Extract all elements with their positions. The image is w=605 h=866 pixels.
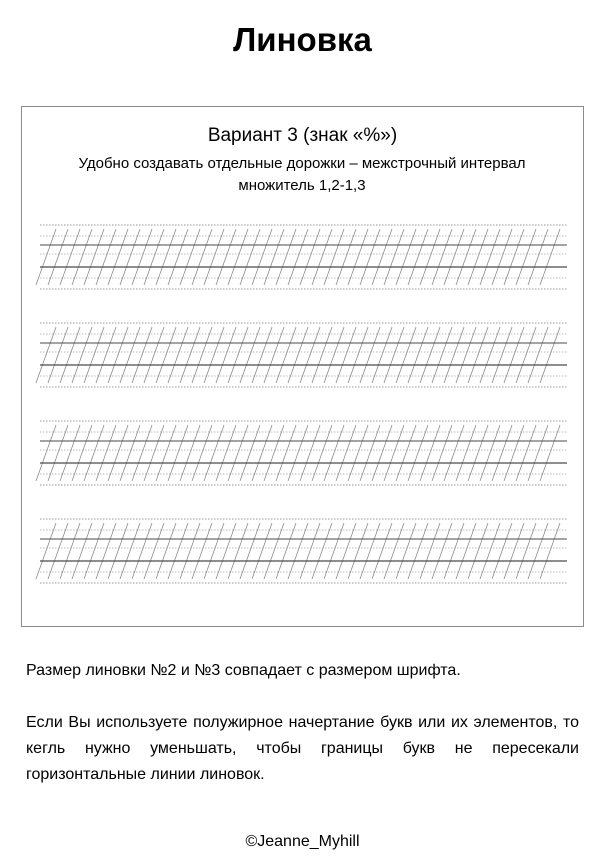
slant-line — [348, 327, 368, 383]
slant-line — [60, 229, 80, 285]
slant-line — [204, 425, 224, 481]
slant-line — [540, 327, 560, 383]
slant-line — [108, 229, 128, 285]
bold-note: Если Вы используете полужирное начертание букв или их элементов, то кегль нужно уменьшать, чтобы границы букв не пересекали горизонтальные линии линовок. — [26, 714, 579, 783]
ruling-track — [36, 519, 567, 583]
slant-line — [300, 425, 320, 481]
slant-line — [420, 523, 440, 579]
slant-line — [324, 229, 344, 285]
slant-line — [324, 327, 344, 383]
slant-line — [84, 425, 104, 481]
slant-line — [408, 327, 428, 383]
slant-line — [360, 229, 380, 285]
slant-line — [108, 425, 128, 481]
slant-line — [264, 425, 284, 481]
slant-line — [276, 229, 296, 285]
slant-line — [84, 229, 104, 285]
slant-line — [36, 523, 56, 579]
slant-line — [516, 327, 536, 383]
slant-line — [216, 327, 236, 383]
slant-line — [96, 425, 116, 481]
slant-line — [264, 327, 284, 383]
ruling-lines — [22, 107, 583, 626]
slant-line — [192, 229, 212, 285]
slant-line — [300, 229, 320, 285]
slant-line — [408, 229, 428, 285]
slant-line — [372, 229, 392, 285]
variant-title: Вариант 3 (знак «%») — [207, 125, 398, 146]
slant-line — [252, 523, 272, 579]
slant-line — [144, 327, 164, 383]
slant-line — [48, 229, 68, 285]
slant-line — [456, 425, 476, 481]
slant-line — [516, 425, 536, 481]
slant-line — [168, 523, 188, 579]
slant-line — [348, 229, 368, 285]
slant-line — [348, 425, 368, 481]
slant-line — [36, 229, 56, 285]
slant-line — [384, 229, 404, 285]
slant-line — [444, 229, 464, 285]
slant-line — [384, 327, 404, 383]
slant-line — [516, 229, 536, 285]
slant-line — [372, 523, 392, 579]
slant-line — [228, 327, 248, 383]
slant-line — [132, 229, 152, 285]
slant-line — [120, 327, 140, 383]
slant-line — [420, 229, 440, 285]
slant-line — [228, 523, 248, 579]
slant-line — [312, 327, 332, 383]
slant-line — [360, 425, 380, 481]
slant-line — [420, 425, 440, 481]
slant-line — [72, 523, 92, 579]
slant-line — [156, 229, 176, 285]
slant-line — [516, 523, 536, 579]
slant-line — [168, 229, 188, 285]
slant-line — [240, 327, 260, 383]
slant-line — [504, 523, 524, 579]
slant-line — [120, 229, 140, 285]
slant-line — [372, 327, 392, 383]
slant-line — [336, 425, 356, 481]
slant-line — [396, 523, 416, 579]
variant-description: Удобно создавать отдельные дорожки – межстрочный интервал множитель 1,2-1,3 — [78, 155, 526, 194]
slant-line — [396, 327, 416, 383]
slant-line — [204, 327, 224, 383]
slant-line — [468, 229, 488, 285]
slant-line — [444, 523, 464, 579]
slant-line — [456, 327, 476, 383]
slant-line — [144, 523, 164, 579]
slant-line — [300, 327, 320, 383]
slant-line — [348, 523, 368, 579]
slant-line — [492, 523, 512, 579]
slant-line — [180, 523, 200, 579]
slant-line — [144, 229, 164, 285]
slant-line — [36, 327, 56, 383]
ruling-track — [36, 225, 567, 289]
slant-line — [432, 327, 452, 383]
slant-line — [396, 425, 416, 481]
slant-line — [48, 523, 68, 579]
slant-line — [420, 327, 440, 383]
slant-line — [60, 327, 80, 383]
slant-line — [216, 425, 236, 481]
slant-line — [336, 523, 356, 579]
slant-line — [192, 523, 212, 579]
slant-line — [288, 327, 308, 383]
slant-line — [456, 523, 476, 579]
slant-line — [228, 229, 248, 285]
slant-line — [288, 229, 308, 285]
slant-line — [288, 425, 308, 481]
slant-line — [540, 229, 560, 285]
slant-line — [432, 523, 452, 579]
slant-line — [240, 523, 260, 579]
slant-line — [384, 425, 404, 481]
slant-line — [84, 523, 104, 579]
slant-line — [132, 327, 152, 383]
slant-line — [504, 425, 524, 481]
slant-line — [48, 425, 68, 481]
slant-line — [120, 523, 140, 579]
page-title: Линовка — [233, 21, 372, 58]
slant-line — [252, 327, 272, 383]
ruling-track — [36, 323, 567, 387]
slant-line — [252, 425, 272, 481]
slant-line — [432, 425, 452, 481]
slant-line — [72, 229, 92, 285]
slant-line — [120, 425, 140, 481]
slant-line — [492, 425, 512, 481]
slant-line — [312, 523, 332, 579]
slant-line — [96, 229, 116, 285]
slant-line — [492, 229, 512, 285]
slant-line — [468, 425, 488, 481]
slant-line — [540, 523, 560, 579]
slant-line — [264, 229, 284, 285]
slant-line — [132, 425, 152, 481]
slant-line — [60, 425, 80, 481]
slant-line — [288, 523, 308, 579]
slant-line — [228, 425, 248, 481]
slant-line — [48, 327, 68, 383]
ruling-panel — [21, 106, 584, 627]
slant-line — [156, 327, 176, 383]
slant-line — [96, 523, 116, 579]
slant-line — [492, 327, 512, 383]
slant-line — [192, 425, 212, 481]
slant-line — [312, 425, 332, 481]
slant-line — [480, 229, 500, 285]
slant-line — [168, 425, 188, 481]
slant-line — [444, 327, 464, 383]
slant-line — [180, 327, 200, 383]
slant-line — [60, 523, 80, 579]
slant-line — [180, 229, 200, 285]
slant-line — [36, 425, 56, 481]
slant-line — [468, 327, 488, 383]
slant-line — [432, 229, 452, 285]
slant-line — [468, 523, 488, 579]
slant-line — [276, 327, 296, 383]
slant-line — [408, 523, 428, 579]
slant-line — [156, 523, 176, 579]
slant-line — [504, 327, 524, 383]
slant-line — [456, 229, 476, 285]
slant-line — [540, 425, 560, 481]
size-note: Размер линовки №2 и №3 совпадает с размером шрифта. — [26, 662, 461, 679]
slant-line — [132, 523, 152, 579]
slant-line — [204, 523, 224, 579]
slant-line — [216, 229, 236, 285]
ruling-track — [36, 421, 567, 485]
slant-line — [204, 229, 224, 285]
copyright: ©Jeanne_Myhill — [245, 833, 360, 850]
slant-line — [276, 523, 296, 579]
slant-line — [216, 523, 236, 579]
slant-line — [192, 327, 212, 383]
slant-line — [240, 425, 260, 481]
slant-line — [300, 523, 320, 579]
slant-line — [264, 523, 284, 579]
slant-line — [360, 327, 380, 383]
slant-line — [72, 425, 92, 481]
slant-line — [384, 523, 404, 579]
slant-line — [408, 425, 428, 481]
slant-line — [168, 327, 188, 383]
slant-line — [528, 425, 548, 481]
slant-line — [480, 425, 500, 481]
slant-line — [240, 229, 260, 285]
slant-line — [360, 523, 380, 579]
slant-line — [372, 425, 392, 481]
slant-line — [528, 229, 548, 285]
slant-line — [84, 327, 104, 383]
slant-line — [144, 425, 164, 481]
slant-line — [324, 523, 344, 579]
slant-line — [336, 229, 356, 285]
slant-line — [504, 229, 524, 285]
slant-line — [480, 523, 500, 579]
slant-line — [480, 327, 500, 383]
slant-line — [156, 425, 176, 481]
slant-line — [180, 425, 200, 481]
slant-line — [276, 425, 296, 481]
slant-line — [96, 327, 116, 383]
slant-line — [312, 229, 332, 285]
slant-line — [336, 327, 356, 383]
slant-line — [108, 327, 128, 383]
slant-line — [324, 425, 344, 481]
slant-line — [252, 229, 272, 285]
slant-line — [396, 229, 416, 285]
slant-line — [528, 523, 548, 579]
slant-line — [444, 425, 464, 481]
slant-line — [72, 327, 92, 383]
slant-line — [528, 327, 548, 383]
slant-line — [108, 523, 128, 579]
